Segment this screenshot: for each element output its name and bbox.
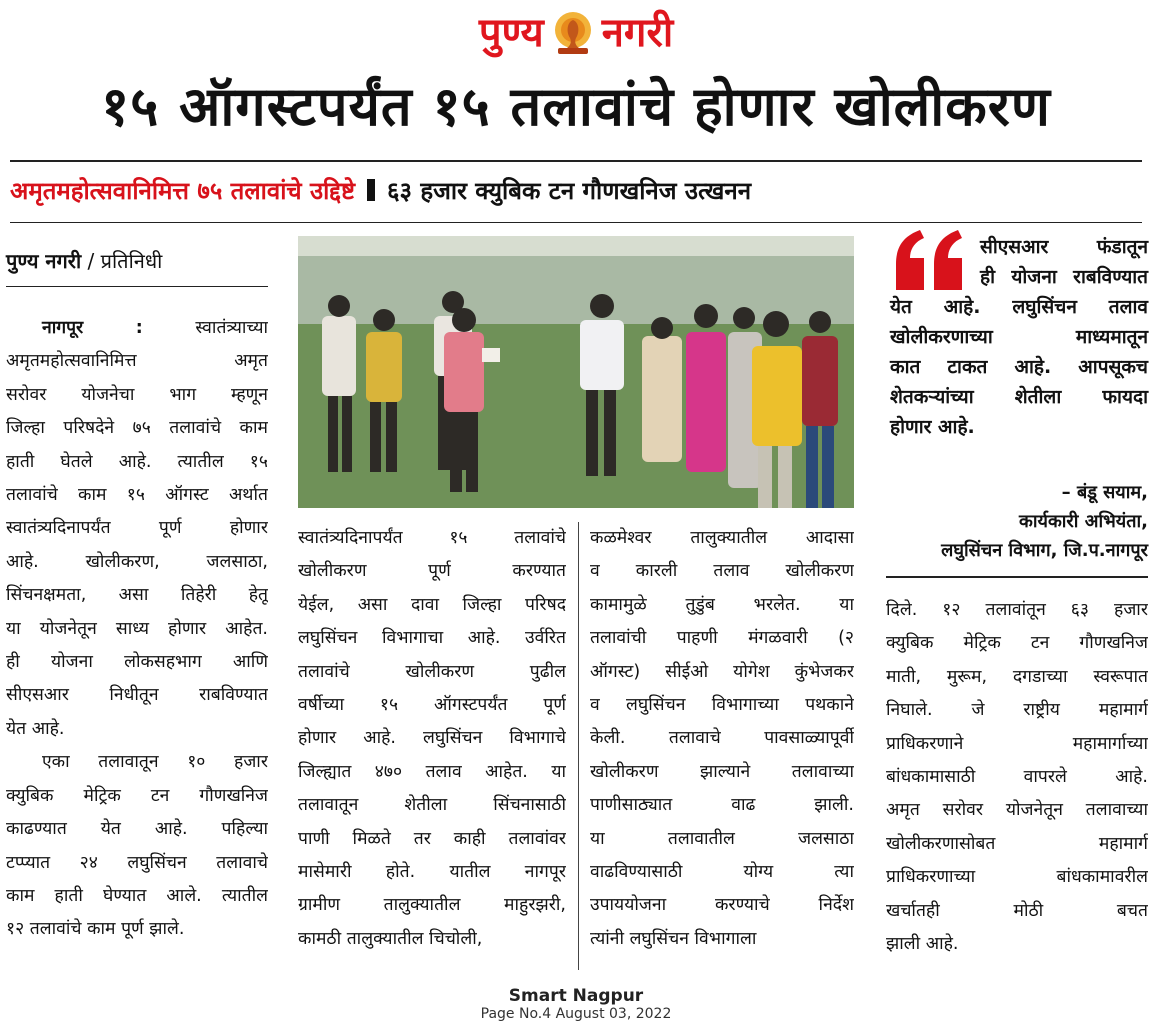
byline-source: पुण्य नगरी <box>6 249 82 273</box>
text-line: त्यांनी लघुसिंचन विभागाला <box>590 928 757 949</box>
subhead-red: अमृतमहोत्सवानिमित्त ७५ तलावांचे उद्दिष्टे <box>10 176 356 205</box>
text-line: प्राधिकरणाच्या बांधकामावरील <box>886 867 1148 888</box>
text-line: तलावातून शेतीला सिंचनासाठी <box>298 795 566 816</box>
text-line: खर्चातही मोठी बचत <box>886 900 1148 921</box>
text-line: माती, मुरूम, दगडाच्या स्वरूपात <box>886 666 1148 687</box>
text-line: निघाले. जे राष्ट्रीय महामार्ग <box>886 700 1148 721</box>
text-line: प्राधिकरणाने महामार्गाच्या <box>886 733 1148 754</box>
text-line: मासेमारी होते. यातील नागपूर <box>298 862 566 883</box>
masthead-right: नगरी <box>601 10 674 56</box>
text-line: येत आहे. <box>6 718 65 739</box>
text-line: केली. तलावाचे पावसाळ्यापूर्वी <box>590 728 854 749</box>
text-line: तलावांचे काम १५ ऑगस्ट अर्थात <box>6 485 268 506</box>
text-line: वाढविण्यासाठी योग्य त्या <box>590 862 854 883</box>
text-line: लघुसिंचन विभागाचा आहे. उर्वरित <box>298 628 566 649</box>
subheadline <box>10 168 1142 212</box>
text-line: कामठी तालुक्यातील चिचोली, <box>298 928 483 949</box>
text-line: वर्षीच्या १५ ऑगस्टपर्यंत पूर्ण <box>298 695 566 716</box>
text-line: येईल, असा दावा जिल्हा परिषद <box>298 594 566 615</box>
text-line: तलावांची पाहणी मंगळवारी (२ <box>590 628 854 649</box>
text-line: काम हाती घेण्यात आले. त्यातील <box>6 885 268 906</box>
attribution-line: कार्यकारी अभियंता, <box>1019 511 1148 532</box>
text-line: खोलीकरणाच्या माध्यमातून <box>890 326 1148 348</box>
text-line: सीएसआर फंडातून <box>980 236 1148 258</box>
text-line: कळमेश्वर तालुक्यातील आदासा <box>590 528 854 548</box>
text-line: येत आहे. लघुसिंचन तलाव <box>890 296 1148 318</box>
text-line: तलावांचे खोलीकरण पुढील <box>298 661 566 682</box>
article-column-4 <box>886 594 1148 961</box>
text-line: क्युबिक मेट्रिक टन गौणखनिज <box>886 633 1148 654</box>
text-line: जिल्हा परिषदेने ७५ तलावांचे काम <box>6 418 268 439</box>
divider <box>6 286 268 287</box>
attribution-line: – बंडू सयाम, <box>1061 482 1148 503</box>
article-column-2 <box>298 522 566 956</box>
footer-page: Page No.4 August 03, 2022 <box>480 1006 672 1022</box>
text-line: खोलीकरणासोबत महामार्ग <box>886 833 1148 854</box>
masthead-left: पुण्य <box>478 10 544 56</box>
pull-quote <box>890 292 1148 442</box>
quote-attribution <box>886 478 1148 565</box>
byline <box>6 246 268 276</box>
text-line: जिल्ह्यात ४७० तलाव आहेत. या <box>298 761 566 782</box>
text-line: अमृत सरोवर योजनेतून तलावाच्या <box>886 800 1148 821</box>
text-line: सरोवर योजनेचा भाग म्हणून <box>6 384 268 405</box>
text-line: कात टाकत आहे. आपसूकच <box>890 356 1148 378</box>
text-line: ग्रामीण तालुक्यातील माहुरझरी, <box>298 895 566 916</box>
pull-quote-top <box>980 232 1148 292</box>
footer-source: Smart Nagpur <box>508 986 644 1006</box>
text-line: काढण्यात येत आहे. पहिल्या <box>6 819 268 840</box>
text-line: होणार आहे. <box>890 416 975 438</box>
ganesha-icon <box>550 8 596 58</box>
text-line: बांधकामासाठी वापरले आहे. <box>886 767 1148 788</box>
divider <box>10 222 1142 223</box>
square-bullet-icon <box>367 179 375 201</box>
column-divider <box>578 522 579 970</box>
text-line: एका तलावातून १० हजार <box>42 752 268 773</box>
text-line: पाणी मिळते तर काही तलावांवर <box>298 828 566 849</box>
lake-inspection-photo <box>298 236 854 508</box>
text-line: स्वातंत्र्यदिनापर्यंत १५ तलावांचे <box>298 528 566 548</box>
text-line: सीएसआर निधीतून राबविण्यात <box>6 685 268 706</box>
text-line: उपाययोजना करण्याचे निर्देश <box>590 895 854 916</box>
text-line: खोलीकरण पूर्ण करण्यात <box>298 561 566 582</box>
text-line: व लघुसिंचन विभागाच्या पथकाने <box>590 695 854 716</box>
subhead-black: ६३ हजार क्युबिक टन गौणखनिज उत्खनन <box>387 176 752 205</box>
text-line: या योजनेतून साध्य होणार आहेत. <box>6 618 268 639</box>
quote-mark-icon <box>890 228 970 298</box>
text-line: १२ तलावांचे काम पूर्ण झाले. <box>6 919 185 940</box>
text-line: सिंचनक्षमता, असा तिहेरी हेतू <box>6 585 268 606</box>
headline: १५ ऑगस्टपर्यंत १५ तलावांचे होणार खोलीकरण <box>101 75 1051 138</box>
text-line: हाती घेतले आहे. त्यातील १५ <box>6 451 268 472</box>
text-line: खोलीकरण झाल्याने तलावाच्या <box>590 761 854 782</box>
text-line: आहे. खोलीकरण, जलसाठा, <box>6 551 268 572</box>
divider <box>886 576 1148 578</box>
article-column-1 <box>6 312 268 947</box>
text-line: होणार आहे. लघुसिंचन विभागाचे <box>298 728 566 749</box>
text-line: स्वातंत्र्यदिनापर्यंत पूर्ण होणार <box>6 518 268 539</box>
masthead <box>0 4 1152 62</box>
text-line: कामामुळे तुडुंब भरलेत. या <box>590 594 854 615</box>
attribution-line: लघुसिंचन विभाग, जि.प.नागपूर <box>941 540 1148 561</box>
article-column-3 <box>590 522 854 956</box>
text-line: ऑगस्ट) सीईओ योगेश कुंभेजकर <box>590 661 854 682</box>
text-line: ही योजना राबविण्यात <box>980 266 1148 288</box>
text-line: या तलावातील जलसाठा <box>590 828 854 849</box>
byline-role: प्रतिनिधी <box>100 249 163 273</box>
text-line: व कारली तलाव खोलीकरण <box>590 561 854 582</box>
text-line: झाली आहे. <box>886 934 959 955</box>
text-line: ही योजना लोकसहभाग आणि <box>6 652 268 673</box>
text-line: दिले. १२ तलावांतून ६३ हजार <box>886 600 1148 620</box>
divider <box>10 160 1142 162</box>
text-line: अमृतमहोत्सवानिमित्त अमृत <box>6 351 268 372</box>
byline-separator: / <box>87 249 95 273</box>
text-line: पाणीसाठ्यात वाढ झाली. <box>590 795 854 816</box>
text-line: नागपूर : स्वातंत्र्याच्या <box>42 318 268 338</box>
text-line: टप्प्यात २४ लघुसिंचन तलावाचे <box>6 852 268 873</box>
footer <box>0 986 1152 1022</box>
text-line: शेतकऱ्यांच्या शेतीला फायदा <box>890 386 1148 408</box>
text-line: क्युबिक मेट्रिक टन गौणखनिज <box>6 785 268 806</box>
